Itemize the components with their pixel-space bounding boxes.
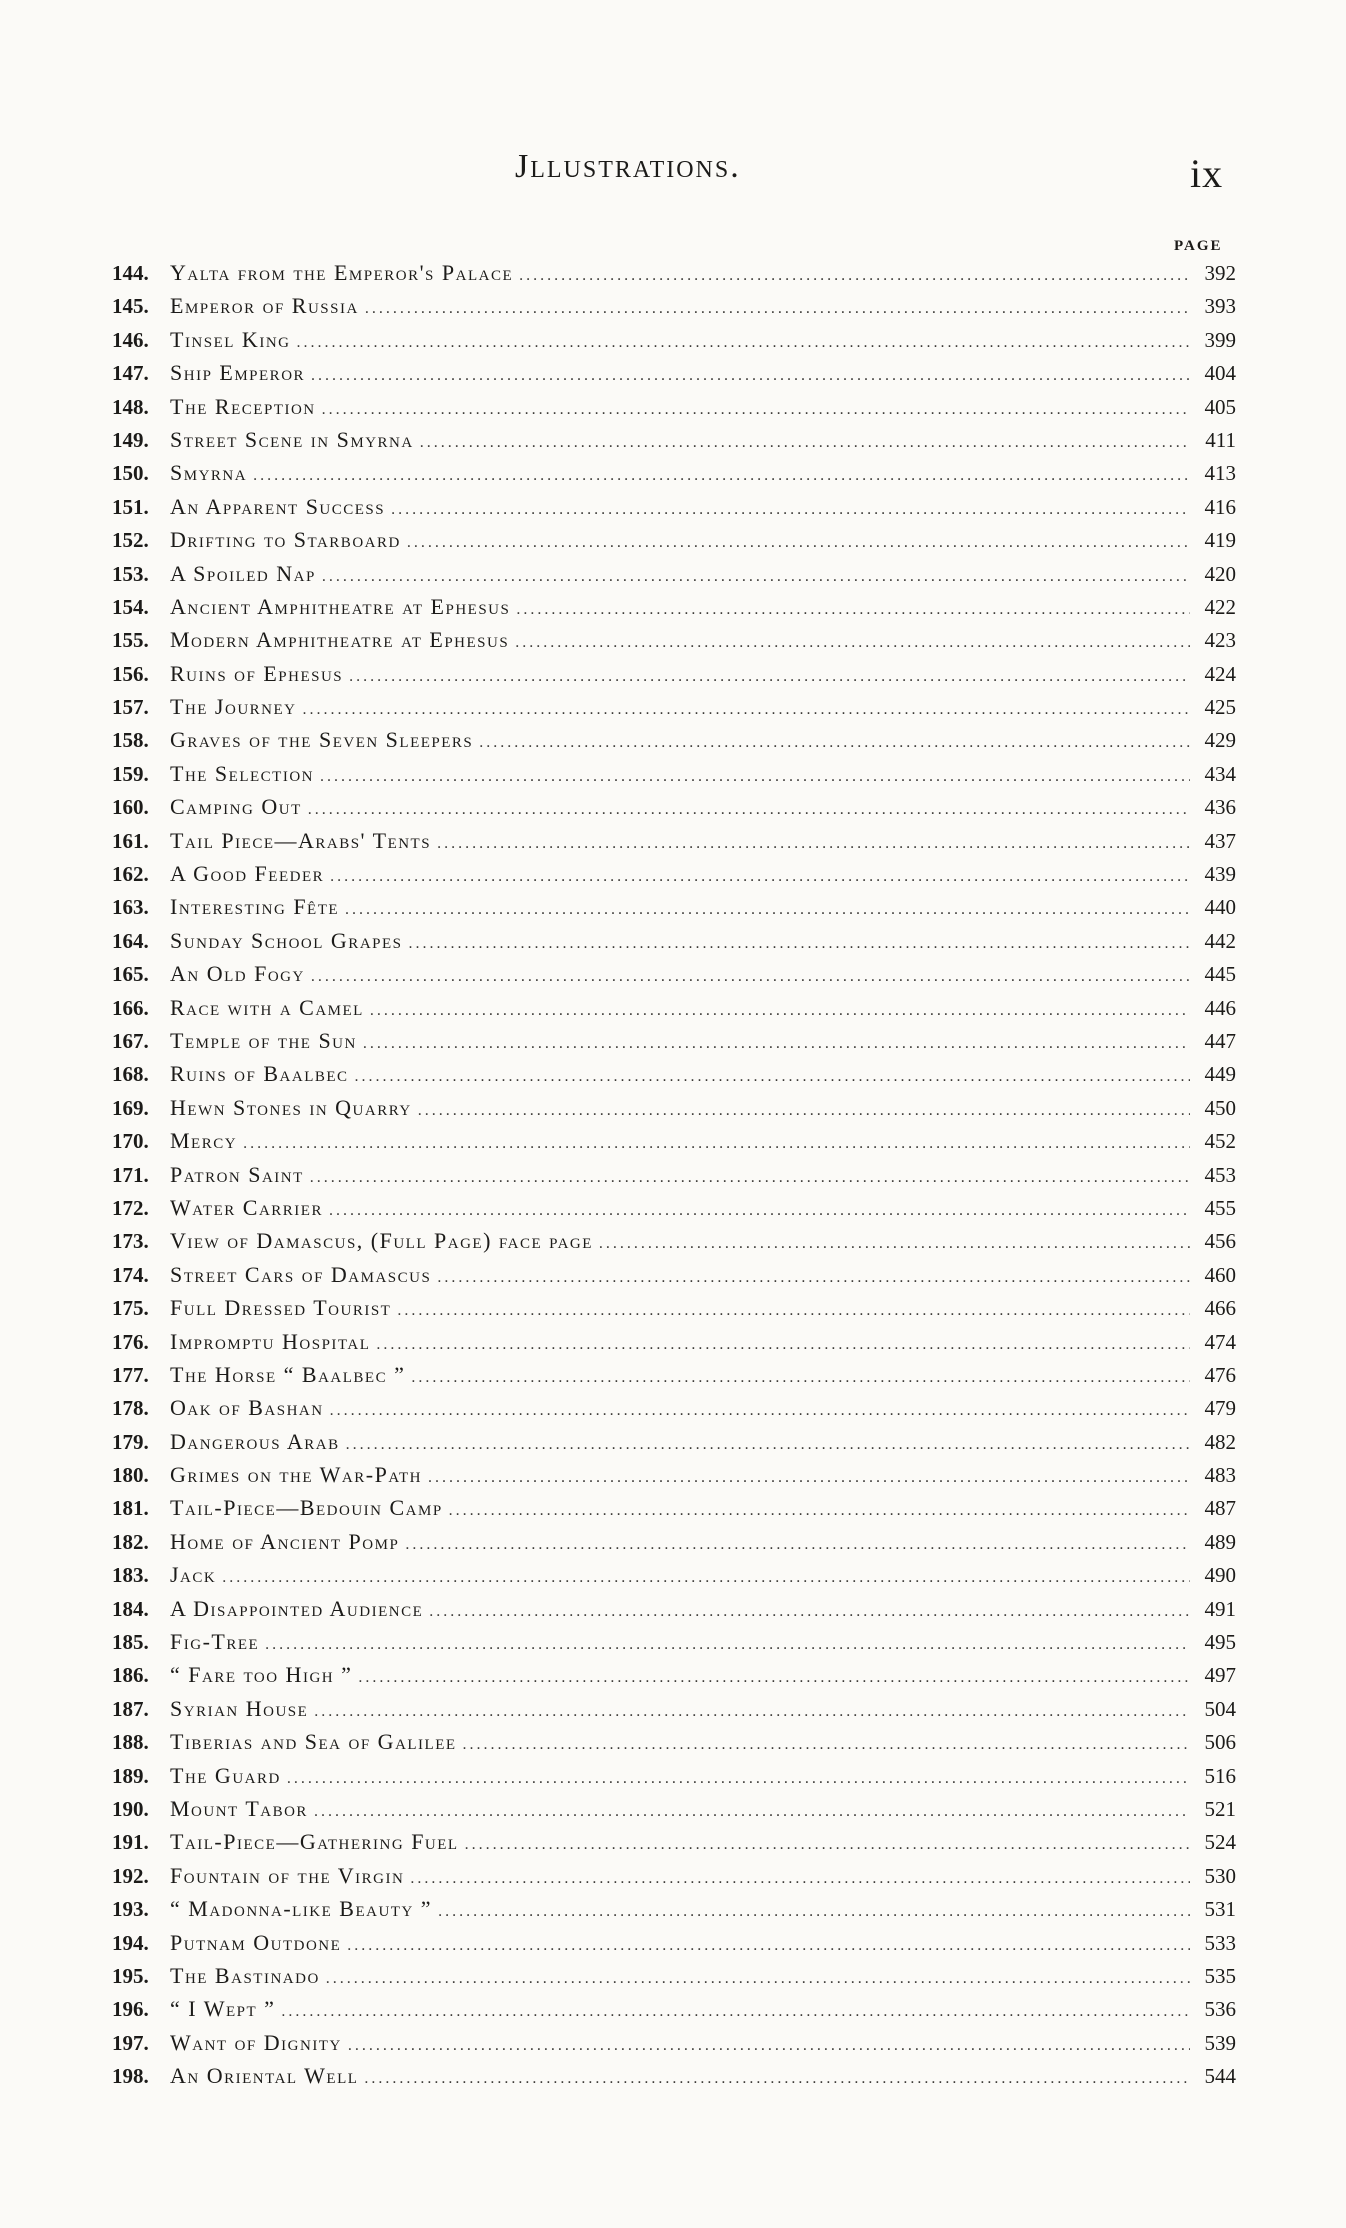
entry-number: 185. (112, 1630, 149, 1655)
entry-title: Hewn Stones in Quarry (170, 1094, 412, 1120)
dot-leader (428, 1469, 1190, 1487)
entry-title: An Oriental Well (170, 2063, 359, 2089)
dot-leader (347, 1937, 1190, 1955)
entry-page: 413 (1204, 461, 1236, 486)
entry-title: A Good Feeder (170, 861, 325, 887)
list-item (112, 1295, 1236, 1328)
entry-title: Jack (170, 1562, 217, 1588)
list-item (112, 1930, 1236, 1963)
entry-number: 187. (112, 1696, 149, 1721)
list-item (112, 427, 1236, 460)
entry-page: 506 (1204, 1730, 1236, 1755)
entry-page: 516 (1204, 1763, 1236, 1788)
entry-number: 181. (112, 1496, 149, 1521)
entry-number: 173. (112, 1229, 149, 1254)
list-item (112, 928, 1236, 961)
entry-title: Full Dressed Tourist (170, 1295, 392, 1321)
entry-page: 424 (1204, 661, 1236, 686)
entry-number: 152. (112, 528, 149, 553)
entry-page: 423 (1204, 628, 1236, 653)
entry-number: 158. (112, 728, 149, 753)
list-item (112, 1329, 1236, 1362)
entry-number: 192. (112, 1863, 149, 1888)
list-item (112, 561, 1236, 594)
entry-page: 405 (1204, 394, 1236, 419)
entry-title: Dangerous Arab (170, 1428, 340, 1454)
entry-title: Mercy (170, 1128, 238, 1154)
entry-page: 419 (1204, 528, 1236, 553)
list-item (112, 1095, 1236, 1128)
entry-title: Patron Saint (170, 1161, 304, 1187)
entry-title: Fig-Tree (170, 1629, 260, 1655)
entry-title: Tiberias and Sea of Galilee (170, 1729, 457, 1755)
entry-title: An Apparent Success (170, 493, 386, 519)
list-item (112, 1028, 1236, 1061)
list-item (112, 1596, 1236, 1629)
list-item (112, 527, 1236, 560)
dot-leader (599, 1235, 1190, 1253)
entry-page: 531 (1204, 1897, 1236, 1922)
entry-page: 442 (1204, 928, 1236, 953)
entry-number: 163. (112, 895, 149, 920)
entry-number: 198. (112, 2064, 149, 2089)
entry-page: 399 (1204, 327, 1236, 352)
entry-number: 172. (112, 1195, 149, 1220)
entry-page: 544 (1204, 2064, 1236, 2089)
entry-page: 393 (1204, 294, 1236, 319)
entry-number: 150. (112, 461, 149, 486)
page-number: ix (1190, 151, 1224, 196)
list-item (112, 1996, 1236, 2029)
entry-page: 495 (1204, 1630, 1236, 1655)
dot-leader (308, 801, 1190, 819)
entry-page: 450 (1204, 1095, 1236, 1120)
entry-page: 483 (1204, 1463, 1236, 1488)
list-item (112, 1896, 1236, 1929)
dot-leader (320, 768, 1190, 786)
list-item (112, 494, 1236, 527)
entry-number: 189. (112, 1763, 149, 1788)
entry-title: Impromptu Hospital (170, 1328, 371, 1354)
list-item (112, 327, 1236, 360)
entry-number: 169. (112, 1095, 149, 1120)
list-item (112, 727, 1236, 760)
dot-leader (420, 434, 1190, 452)
dot-leader (463, 1736, 1190, 1754)
entry-number: 145. (112, 294, 149, 319)
dot-leader (253, 467, 1190, 485)
entry-page: 536 (1204, 1997, 1236, 2022)
dot-leader (329, 1202, 1190, 1220)
running-title: Jllustrations. (515, 148, 741, 185)
entry-number: 153. (112, 561, 149, 586)
entry-title: The Journey (170, 694, 297, 720)
entry-number: 174. (112, 1262, 149, 1287)
entry-title: Tail-Piece—Bedouin Camp (170, 1495, 443, 1521)
list-item (112, 1662, 1236, 1695)
entry-title: “ Fare too High ” (170, 1662, 353, 1688)
entry-number: 188. (112, 1730, 149, 1755)
entry-number: 194. (112, 1930, 149, 1955)
dot-leader (296, 334, 1190, 352)
entry-title: Street Scene in Smyrna (170, 426, 414, 452)
list-item (112, 1829, 1236, 1862)
entry-title: Drifting to Starboard (170, 527, 401, 553)
list-item (112, 894, 1236, 927)
entry-number: 159. (112, 761, 149, 786)
entry-title: The Guard (170, 1762, 281, 1788)
dot-leader (397, 1302, 1190, 1320)
entry-title: An Old Fogy (170, 961, 305, 987)
list-item (112, 995, 1236, 1028)
entry-number: 151. (112, 494, 149, 519)
dot-leader (346, 1436, 1190, 1454)
entry-number: 162. (112, 862, 149, 887)
dot-leader (281, 2003, 1190, 2021)
dot-leader (437, 835, 1190, 853)
entry-number: 182. (112, 1529, 149, 1554)
entry-number: 161. (112, 828, 149, 853)
illustration-list (112, 260, 1236, 2096)
entry-number: 171. (112, 1162, 149, 1187)
dot-leader (418, 1102, 1190, 1120)
dot-leader (303, 701, 1191, 719)
entry-title: Putnam Outdone (170, 1929, 342, 1955)
list-item (112, 1195, 1236, 1228)
dot-leader (355, 1068, 1190, 1086)
entry-title: Tail-Piece—Gathering Fuel (170, 1829, 459, 1855)
entry-page: 521 (1204, 1796, 1236, 1821)
entry-page: 416 (1204, 494, 1236, 519)
list-item (112, 293, 1236, 326)
entry-page: 425 (1204, 695, 1236, 720)
entry-page: 437 (1204, 828, 1236, 853)
entry-title: Street Cars of Damascus (170, 1261, 432, 1287)
entry-page: 439 (1204, 862, 1236, 887)
entry-page: 452 (1204, 1129, 1236, 1154)
list-item (112, 1562, 1236, 1595)
entry-number: 175. (112, 1296, 149, 1321)
dot-leader (345, 901, 1190, 919)
entry-page: 422 (1204, 594, 1236, 619)
dot-leader (376, 1336, 1190, 1354)
list-item (112, 360, 1236, 393)
entry-title: “ I Wept ” (170, 1996, 276, 2022)
dot-leader (243, 1135, 1190, 1153)
dot-leader (410, 1870, 1190, 1888)
dot-leader (348, 2037, 1190, 2055)
entry-title: Graves of the Seven Sleepers (170, 727, 474, 753)
entry-title: Modern Amphitheatre at Ephesus (170, 627, 510, 653)
entry-title: Tail Piece—Arabs' Tents (170, 827, 432, 853)
entry-number: 168. (112, 1062, 149, 1087)
dot-leader (405, 1536, 1190, 1554)
list-item (112, 2063, 1236, 2096)
dot-leader (365, 300, 1190, 318)
list-item (112, 661, 1236, 694)
entry-number: 179. (112, 1429, 149, 1454)
list-item (112, 1629, 1236, 1662)
entry-page: 440 (1204, 895, 1236, 920)
entry-title: Emperor of Russia (170, 293, 359, 319)
list-item (112, 1362, 1236, 1395)
entry-page: 535 (1204, 1963, 1236, 1988)
entry-number: 170. (112, 1129, 149, 1154)
entry-number: 154. (112, 594, 149, 619)
entry-title: Oak of Bashan (170, 1395, 324, 1421)
entry-title: Tinsel King (170, 326, 291, 352)
entry-title: Race with a Camel (170, 994, 364, 1020)
entry-number: 167. (112, 1028, 149, 1053)
list-item (112, 828, 1236, 861)
entry-page: 449 (1204, 1062, 1236, 1087)
entry-title: Grimes on the War-Path (170, 1462, 422, 1488)
entry-title: Ship Emperor (170, 360, 306, 386)
dot-leader (314, 1703, 1190, 1721)
entry-title: Interesting Fête (170, 894, 340, 920)
list-item (112, 1796, 1236, 1829)
list-item (112, 1529, 1236, 1562)
dot-leader (330, 1402, 1190, 1420)
entry-number: 156. (112, 661, 149, 686)
entry-page: 490 (1204, 1563, 1236, 1588)
entry-title: View of Damascus, (Full Page) face page (170, 1228, 593, 1254)
dot-leader (465, 1836, 1190, 1854)
entry-number: 157. (112, 695, 149, 720)
list-item (112, 594, 1236, 627)
entry-page: 460 (1204, 1262, 1236, 1287)
dot-leader (516, 601, 1190, 619)
list-item (112, 460, 1236, 493)
entry-page: 447 (1204, 1028, 1236, 1053)
entry-number: 178. (112, 1396, 149, 1421)
entry-page: 420 (1204, 561, 1236, 586)
list-item (112, 1729, 1236, 1762)
page-header (0, 148, 1346, 198)
entry-page: 453 (1204, 1162, 1236, 1187)
entry-title: Fountain of the Virgin (170, 1862, 405, 1888)
entry-title: Ruins of Ephesus (170, 660, 344, 686)
entry-page: 411 (1205, 427, 1236, 452)
entry-number: 184. (112, 1596, 149, 1621)
entry-page: 479 (1204, 1396, 1236, 1421)
entry-title: A Spoiled Nap (170, 560, 316, 586)
entry-number: 193. (112, 1897, 149, 1922)
entry-title: The Horse “ Baalbec ” (170, 1361, 406, 1387)
dot-leader (438, 1903, 1190, 1921)
entry-page: 489 (1204, 1529, 1236, 1554)
list-item (112, 1763, 1236, 1796)
dot-leader (429, 1603, 1190, 1621)
entry-title: Smyrna (170, 460, 248, 486)
entry-page: 466 (1204, 1296, 1236, 1321)
entry-title: Mount Tabor (170, 1795, 308, 1821)
entry-number: 146. (112, 327, 149, 352)
entry-number: 164. (112, 928, 149, 953)
entry-page: 491 (1204, 1596, 1236, 1621)
entry-page: 474 (1204, 1329, 1236, 1354)
entry-page: 487 (1204, 1496, 1236, 1521)
page-column-label: PAGE (1174, 238, 1223, 254)
list-item (112, 1429, 1236, 1462)
entry-number: 196. (112, 1997, 149, 2022)
list-item (112, 861, 1236, 894)
dot-leader (222, 1569, 1190, 1587)
entry-page: 392 (1204, 261, 1236, 285)
list-item (112, 1262, 1236, 1295)
entry-page: 434 (1204, 761, 1236, 786)
list-item (112, 694, 1236, 727)
list-item (112, 794, 1236, 827)
entry-number: 176. (112, 1329, 149, 1354)
entry-title: Sunday School Grapes (170, 927, 403, 953)
dot-leader (391, 501, 1190, 519)
list-item (112, 1963, 1236, 1996)
entry-page: 482 (1204, 1429, 1236, 1454)
list-item (112, 1128, 1236, 1161)
entry-title: The Selection (170, 760, 314, 786)
dot-leader (326, 1970, 1190, 1988)
entry-title: Yalta from the Emperor's Palace (170, 260, 514, 285)
entry-page: 539 (1204, 2030, 1236, 2055)
entry-number: 160. (112, 795, 149, 820)
entry-title: Ancient Amphitheatre at Ephesus (170, 593, 511, 619)
entry-title: “ Madonna-like Beauty ” (170, 1896, 433, 1922)
dot-leader (330, 868, 1190, 886)
dot-leader (519, 267, 1190, 285)
dot-leader (449, 1502, 1190, 1520)
entry-page: 533 (1204, 1930, 1236, 1955)
entry-page: 404 (1204, 361, 1236, 386)
entry-page: 455 (1204, 1195, 1236, 1220)
dot-leader (515, 634, 1190, 652)
entry-number: 155. (112, 628, 149, 653)
entry-number: 144. (112, 261, 149, 285)
entry-page: 530 (1204, 1863, 1236, 1888)
entry-number: 177. (112, 1362, 149, 1387)
list-item (112, 1696, 1236, 1729)
entry-page: 504 (1204, 1696, 1236, 1721)
dot-leader (314, 1803, 1190, 1821)
entry-number: 166. (112, 995, 149, 1020)
list-item (112, 1863, 1236, 1896)
entry-number: 186. (112, 1663, 149, 1688)
dot-leader (437, 1269, 1190, 1287)
entry-title: The Reception (170, 393, 316, 419)
entry-page: 524 (1204, 1830, 1236, 1855)
dot-leader (349, 668, 1190, 686)
dot-leader (311, 367, 1190, 385)
entry-number: 149. (112, 427, 149, 452)
list-item (112, 761, 1236, 794)
entry-number: 190. (112, 1796, 149, 1821)
entry-title: Camping Out (170, 794, 302, 820)
entry-number: 191. (112, 1830, 149, 1855)
dot-leader (322, 401, 1190, 419)
entry-page: 446 (1204, 995, 1236, 1020)
dot-leader (265, 1636, 1190, 1654)
entry-page: 445 (1204, 962, 1236, 987)
list-item (112, 1061, 1236, 1094)
entry-title: Syrian House (170, 1695, 309, 1721)
entry-page: 436 (1204, 795, 1236, 820)
entry-page: 476 (1204, 1362, 1236, 1387)
dot-leader (407, 534, 1190, 552)
dot-leader (311, 968, 1190, 986)
entry-number: 195. (112, 1963, 149, 1988)
list-item (112, 2030, 1236, 2063)
list-item (112, 1162, 1236, 1195)
entry-number: 148. (112, 394, 149, 419)
entry-title: Ruins of Baalbec (170, 1061, 349, 1087)
entry-page: 497 (1204, 1663, 1236, 1688)
list-item (112, 260, 1236, 293)
dot-leader (363, 1035, 1190, 1053)
list-item (112, 1495, 1236, 1528)
entry-title: Home of Ancient Pomp (170, 1528, 400, 1554)
entry-page: 456 (1204, 1229, 1236, 1254)
list-item (112, 394, 1236, 427)
entry-number: 165. (112, 962, 149, 987)
list-item (112, 1395, 1236, 1428)
entry-number: 183. (112, 1563, 149, 1588)
entry-title: The Bastinado (170, 1962, 320, 1988)
dot-leader (310, 1169, 1190, 1187)
dot-leader (358, 1669, 1190, 1687)
list-item (112, 961, 1236, 994)
list-item (112, 627, 1236, 660)
entry-number: 197. (112, 2030, 149, 2055)
dot-leader (287, 1770, 1190, 1788)
dot-leader (364, 2070, 1190, 2088)
list-item (112, 1228, 1236, 1261)
entry-title: Temple of the Sun (170, 1027, 357, 1053)
entry-title: A Disappointed Audience (170, 1595, 424, 1621)
entry-number: 147. (112, 361, 149, 386)
entry-page: 429 (1204, 728, 1236, 753)
dot-leader (409, 935, 1191, 953)
list-item (112, 1462, 1236, 1495)
dot-leader (411, 1369, 1190, 1387)
entry-title: Water Carrier (170, 1194, 323, 1220)
dot-leader (370, 1002, 1190, 1020)
dot-leader (479, 734, 1190, 752)
entry-number: 180. (112, 1463, 149, 1488)
dot-leader (322, 568, 1190, 586)
entry-title: Want of Dignity (170, 2029, 342, 2055)
